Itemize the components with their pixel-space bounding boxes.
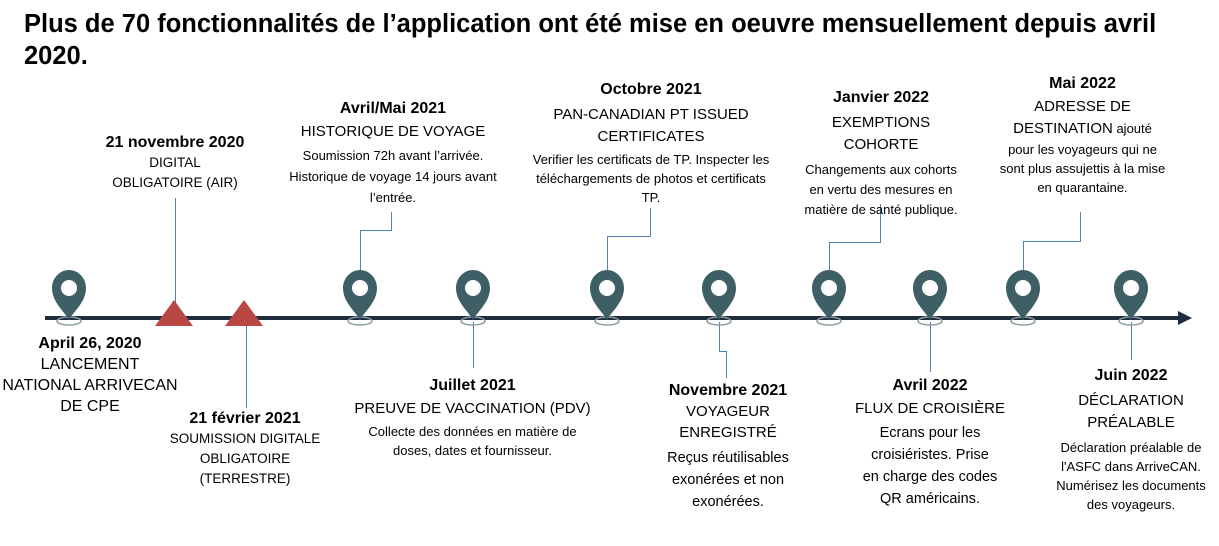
event-heading: PAN-CANADIAN PT ISSUED CERTIFICATES	[553, 106, 749, 145]
event-date: April 26, 2020	[38, 335, 142, 352]
event-body: pour les voyageurs qui ne sont plus assujettis à la mise en quarantaine.	[999, 142, 1166, 195]
event-nov-2020	[95, 133, 255, 193]
event-heading: ADRESSE DE DESTINATION	[1013, 98, 1131, 137]
event-date: Janvier 2022	[832, 89, 930, 106]
event-jun-2022	[1050, 366, 1212, 514]
event-body: Soumission 72h avant l’arrivée. Historique de voyage 14 jours avant l’entrée.	[289, 148, 497, 205]
page-title: Plus de 70 fonctionnalités de l’application ont été mise en oeuvre mensuellement depuis avril 2020.	[24, 10, 1157, 70]
event-jul-2021	[340, 376, 605, 460]
event-heading: HISTORIQUE DE VOYAGE	[300, 123, 486, 140]
event-heading: EXEMPTIONS COHORTE	[831, 114, 931, 153]
event-date: 21 février 2021	[189, 410, 301, 427]
event-apr-2022	[845, 376, 1015, 510]
event-body: Déclaration préalable de l'ASFC dans ArriveCAN. Numérisez les documents des voyageurs.	[1056, 440, 1206, 512]
event-heading: VOYAGEUR ENREGISTRÉ	[679, 403, 777, 441]
event-body: Collecte des données en matière de doses, dates et fournisseur.	[368, 424, 577, 458]
triangle-marker-nov-2020	[155, 300, 193, 326]
event-body: Verifier les certificats de TP. Inspecter les téléchargements de photos et certificats TP.	[532, 152, 770, 205]
event-date: Juin 2022	[1094, 367, 1168, 384]
event-nov-2021	[648, 381, 808, 513]
event-date: Novembre 2021	[668, 382, 788, 399]
event-heading: SOUMISSION DIGITALE OBLIGATOIRE (TERRESTRE)	[169, 431, 321, 486]
event-body: Changements aux cohorts en vertu des mesures en matière de santé publique.	[804, 162, 958, 217]
timeline-arrowhead	[1178, 311, 1192, 325]
event-body: Reçus réutilisables exonérées et non exonérées.	[667, 450, 789, 510]
event-date: Avril 2022	[892, 377, 968, 394]
event-date: Mai 2022	[1049, 75, 1116, 92]
triangle-marker-feb-2021	[225, 300, 263, 326]
event-body: Ecrans pour les croisiéristes. Prise en charge des codes QR américains.	[862, 425, 998, 507]
event-date: 21 novembre 2020	[105, 134, 245, 151]
event-date: Octobre 2021	[600, 81, 702, 98]
event-heading: PREUVE DE VACCINATION (PDV)	[354, 400, 591, 417]
event-jan-2022	[800, 88, 962, 220]
event-may-2022	[995, 74, 1170, 197]
event-feb-2021	[165, 409, 325, 489]
event-oct-2021	[520, 80, 782, 207]
event-heading-suffix: ajouté	[1112, 121, 1152, 136]
event-heading: DÉCLARATION PRÉALABLE	[1078, 392, 1184, 431]
event-date: Juillet 2021	[429, 377, 516, 394]
event-date: Avril/Mai 2021	[339, 100, 447, 117]
event-heading: LANCEMENT NATIONAL ARRIVECAN DE CPE	[2, 356, 178, 415]
event-apr-2020	[0, 334, 180, 417]
event-heading: DIGITAL OBLIGATOIRE (AIR)	[112, 155, 238, 190]
event-apr-may-2021	[268, 99, 518, 208]
event-heading: FLUX DE CROISIÈRE	[854, 400, 1006, 417]
